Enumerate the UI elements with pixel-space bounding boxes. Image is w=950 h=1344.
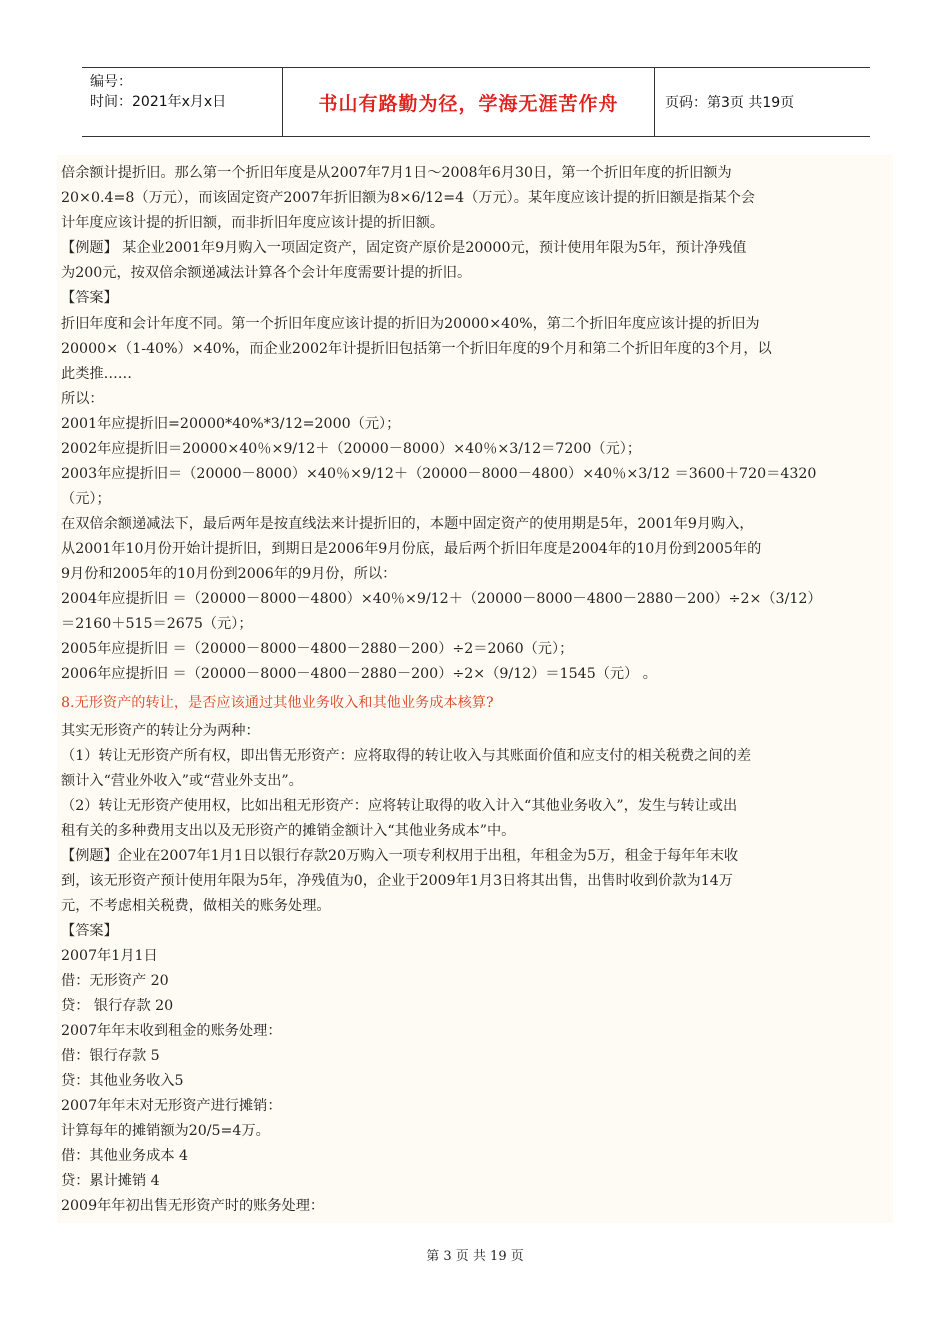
text-line: 借：银行存款 5 bbox=[61, 1048, 160, 1064]
text-line: ＝2160＋515＝2675（元）； bbox=[61, 616, 253, 632]
text-line: 计年度应该计提的折旧额，而非折旧年度应该计提的折旧额。 bbox=[61, 215, 445, 231]
text-line: 20×0.4=8（万元），而该固定资产2007年折旧额为8×6/12=4（万元）。某年度应该计提的折旧额是指某个会 bbox=[61, 190, 755, 206]
text-line: 2007年1月1日 bbox=[61, 948, 158, 964]
text-line: 额计入“营业外收入”或“营业外支出”。 bbox=[61, 773, 303, 789]
text-line: 在双倍余额递减法下，最后两年是按直线法来计提折旧的，本题中固定资产的使用期是5年，2001年9月购入， bbox=[61, 516, 754, 532]
header-motto: 书山有路勤为径，学海无涯苦作舟 bbox=[282, 68, 655, 136]
document-body bbox=[57, 155, 893, 1223]
page-header bbox=[82, 67, 870, 137]
text-line: 从2001年10月份开始计提折旧，到期日是2006年9月份底，最后两个折旧年度是2004年的10月份到2005年的 bbox=[61, 541, 762, 557]
section-heading: 8.无形资产的转让，是否应该通过其他业务收入和其他业务成本核算? bbox=[61, 695, 494, 711]
text-line: 租有关的多种费用支出以及无形资产的摊销金额计入“其他业务成本”中。 bbox=[61, 823, 516, 839]
header-page-code: 页码：第3页 共19页 bbox=[665, 95, 795, 111]
text-line: 元，不考虑相关税费，做相关的账务处理。 bbox=[61, 898, 331, 914]
text-line: 计算每年的摊销额为20/5=4万。 bbox=[61, 1123, 270, 1139]
text-line: （元）； bbox=[61, 491, 111, 507]
text-line: 2006年应提折旧 ＝（20000－8000－4800－2880－200）÷2×（9/12）＝1545（元） 。 bbox=[61, 666, 657, 682]
text-line: 借：其他业务成本 4 bbox=[61, 1148, 189, 1164]
text-line: 为200元，按双倍余额递减法计算各个会计年度需要计提的折旧。 bbox=[61, 265, 472, 281]
text-line: 【答案】 bbox=[61, 923, 118, 939]
text-line: 【例题】企业在2007年1月1日以银行存款20万购入一项专利权用于出租，年租金为5万，租金于每年年末收 bbox=[61, 848, 739, 864]
text-line: 2009年年初出售无形资产时的账务处理： bbox=[61, 1198, 325, 1214]
text-line: （2）转让无形资产使用权，比如出租无形资产：应将转让取得的收入计入“其他业务收入”，发生与转让或出 bbox=[61, 798, 738, 814]
text-line: 到，该无形资产预计使用年限为5年，净残值为0，企业于2009年1月3日将其出售，出售时收到价款为14万 bbox=[61, 873, 733, 889]
number-label: 编号： bbox=[90, 74, 132, 90]
text-line: 2007年年末对无形资产进行摊销： bbox=[61, 1098, 282, 1114]
text-line: 2002年应提折旧＝20000×40％×9/12＋（20000－8000）×40％×3/12＝7200（元）； bbox=[61, 441, 642, 457]
text-line: 贷： 银行存款 20 bbox=[61, 998, 174, 1014]
text-line: 倍余额计提折旧。那么第一个折旧年度是从2007年7月1日～2008年6月30日，第一个折旧年度的折旧额为 bbox=[61, 165, 732, 181]
text-line: 2007年年末收到租金的账务处理： bbox=[61, 1023, 282, 1039]
header-meta bbox=[82, 68, 282, 136]
text-line: （1）转让无形资产所有权，即出售无形资产：应将取得的转让收入与其账面价值和应支付的相关税费之间的差 bbox=[61, 748, 752, 764]
text-line: 此类推…… bbox=[61, 366, 132, 382]
page-footer: 第 3 页 共 19 页 bbox=[426, 1249, 524, 1264]
text-line: 借：无形资产 20 bbox=[61, 973, 169, 989]
text-line: 20000×（1-40%）×40%，而企业2002年计提折旧包括第一个折旧年度的9个月和第二个折旧年度的3个月，以 bbox=[61, 341, 772, 357]
text-line: 折旧年度和会计年度不同。第一个折旧年度应该计提的折旧为20000×40%，第二个折旧年度应该计提的折旧为 bbox=[61, 316, 760, 332]
text-line: 9月份和2005年的10月份到2006年的9月份，所以： bbox=[61, 566, 397, 582]
text-line: 2001年应提折旧=20000*40%*3/12=2000（元）； bbox=[61, 416, 401, 432]
text-line: 所以： bbox=[61, 391, 104, 407]
text-line: 2004年应提折旧 ＝（20000－8000－4800）×40％×9/12＋（20000－8000－4800－2880－200）÷2×（3/12） bbox=[61, 591, 822, 607]
text-line: 贷：累计摊销 4 bbox=[61, 1173, 160, 1189]
text-line: 2003年应提折旧＝（20000－8000）×40％×9/12＋（20000－8000－4800）×40％×3/12 ＝3600＋720＝4320 bbox=[61, 466, 817, 482]
text-line: 2005年应提折旧 ＝（20000－8000－4800－2880－200）÷2＝2060（元）； bbox=[61, 641, 574, 657]
text-line: 【答案】 bbox=[61, 290, 118, 306]
text-line: 贷：其他业务收入5 bbox=[61, 1073, 184, 1089]
text-line: 【例题】 某企业2001年9月购入一项固定资产，固定资产原价是20000元，预计使用年限为5年，预计净残值 bbox=[61, 240, 747, 256]
text-line: 其实无形资产的转让分为两种： bbox=[61, 723, 260, 739]
time-label: 时间：2021年x月x日 bbox=[90, 94, 227, 110]
